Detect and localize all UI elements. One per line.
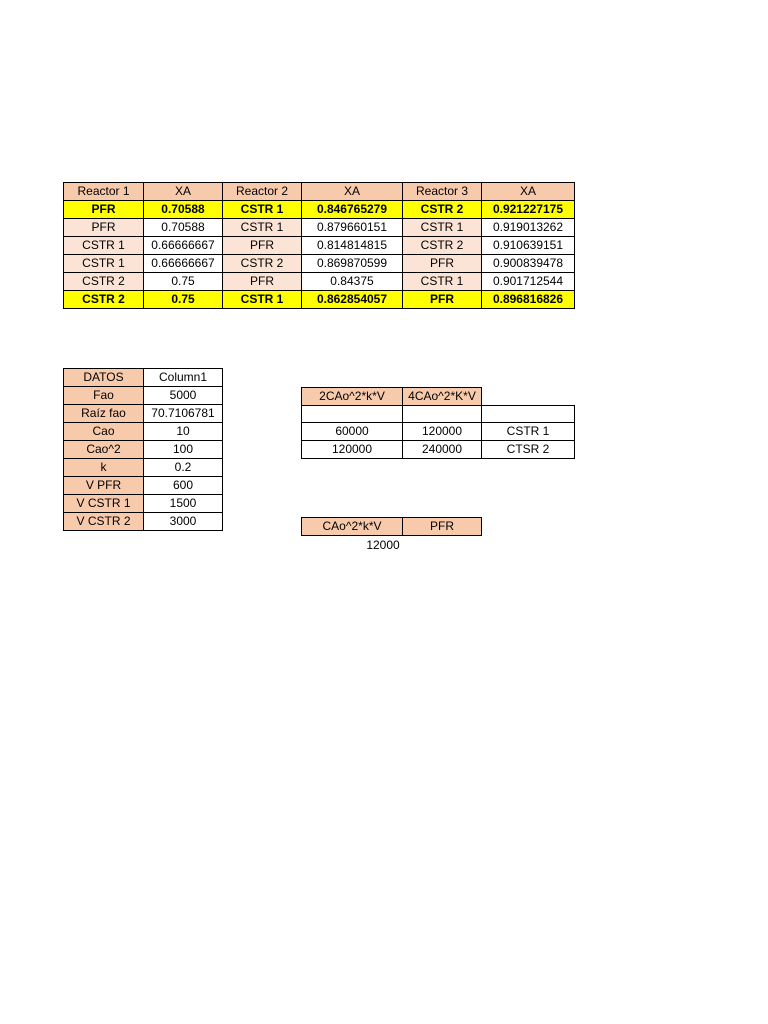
datos-table-body: [64, 369, 223, 531]
reactor-2-cell[interactable]: CSTR 2: [223, 255, 302, 273]
pfr-header-pfr[interactable]: PFR: [403, 518, 482, 536]
reactor-3-cell[interactable]: CSTR 1: [403, 273, 482, 291]
xa-1-cell[interactable]: 0.70588: [144, 219, 223, 237]
calc-header-4cao2kv[interactable]: 4CAo^2*K*V: [403, 388, 482, 406]
calc-cell[interactable]: [482, 406, 575, 423]
reactor-row-highlighted: [64, 291, 575, 309]
xa-3-cell[interactable]: 0.901712544: [482, 273, 575, 291]
datos-row: [64, 459, 223, 477]
calc-header-empty-cell[interactable]: [482, 388, 575, 406]
reactor-1-cell[interactable]: PFR: [64, 219, 144, 237]
xa-1-cell[interactable]: 0.66666667: [144, 237, 223, 255]
datos-value-cell[interactable]: 5000: [144, 387, 223, 405]
reactor-1-cell[interactable]: CSTR 2: [64, 273, 144, 291]
calc-cell[interactable]: CTSR 2: [482, 441, 575, 459]
datos-row: [64, 405, 223, 423]
datos-row: [64, 423, 223, 441]
xa-1-cell[interactable]: 0.75: [144, 291, 223, 309]
datos-row: [64, 495, 223, 513]
datos-header-row: [64, 369, 223, 387]
xa-3-cell[interactable]: 0.921227175: [482, 201, 575, 219]
reactor-1-cell[interactable]: CSTR 1: [64, 237, 144, 255]
xa-2-cell[interactable]: 0.84375: [302, 273, 403, 291]
datos-label-cell[interactable]: V CSTR 2: [64, 513, 144, 531]
pfr-table-body: [302, 518, 482, 536]
datos-row: [64, 477, 223, 495]
xa-3-cell[interactable]: 0.900839478: [482, 255, 575, 273]
datos-value-cell[interactable]: 3000: [144, 513, 223, 531]
calc-cell[interactable]: 120000: [403, 423, 482, 441]
datos-label-cell[interactable]: Raíz fao: [64, 405, 144, 423]
reactor-comparison-table: [63, 182, 575, 309]
xa-2-cell[interactable]: 0.869870599: [302, 255, 403, 273]
datos-label-cell[interactable]: Fao: [64, 387, 144, 405]
calc-table: [301, 387, 575, 459]
datos-table: [63, 368, 223, 531]
calc-cell[interactable]: 120000: [302, 441, 403, 459]
header-cell-xa-3[interactable]: XA: [482, 183, 575, 201]
datos-value-cell[interactable]: 10: [144, 423, 223, 441]
datos-value-cell[interactable]: 100: [144, 441, 223, 459]
datos-label-cell[interactable]: k: [64, 459, 144, 477]
pfr-header-cao2kv[interactable]: CAo^2*k*V: [302, 518, 403, 536]
column1-header-cell[interactable]: Column1: [144, 369, 223, 387]
datos-value-cell[interactable]: 1500: [144, 495, 223, 513]
xa-1-cell[interactable]: 0.70588: [144, 201, 223, 219]
reactor-row: [64, 237, 575, 255]
calc-header-2cao2kv[interactable]: 2CAo^2*k*V: [302, 388, 403, 406]
reactor-2-cell[interactable]: PFR: [223, 273, 302, 291]
datos-label-cell[interactable]: V CSTR 1: [64, 495, 144, 513]
header-cell-reactor-1[interactable]: Reactor 1: [64, 183, 144, 201]
reactor-2-cell[interactable]: CSTR 1: [223, 219, 302, 237]
reactor-row: [64, 255, 575, 273]
xa-2-cell[interactable]: 0.862854057: [302, 291, 403, 309]
calc-cell[interactable]: CSTR 1: [482, 423, 575, 441]
reactor-row-highlighted: [64, 201, 575, 219]
reactor-table-body: [64, 183, 575, 309]
calc-row: [302, 441, 575, 459]
reactor-header-row: [64, 183, 575, 201]
pfr-value-cell[interactable]: 12000: [366, 538, 400, 552]
calc-blank-row: [302, 406, 575, 423]
xa-2-cell[interactable]: 0.879660151: [302, 219, 403, 237]
datos-label-cell[interactable]: Cao: [64, 423, 144, 441]
reactor-2-cell[interactable]: CSTR 1: [223, 291, 302, 309]
pfr-header-row: [302, 518, 482, 536]
reactor-3-cell[interactable]: PFR: [403, 255, 482, 273]
reactor-2-cell[interactable]: CSTR 1: [223, 201, 302, 219]
reactor-1-cell[interactable]: PFR: [64, 201, 144, 219]
xa-3-cell[interactable]: 0.910639151: [482, 237, 575, 255]
reactor-row: [64, 273, 575, 291]
reactor-3-cell[interactable]: CSTR 2: [403, 237, 482, 255]
pfr-table: [301, 517, 482, 536]
calc-row: [302, 423, 575, 441]
reactor-3-cell[interactable]: CSTR 2: [403, 201, 482, 219]
datos-value-cell[interactable]: 70.7106781: [144, 405, 223, 423]
datos-header-cell[interactable]: DATOS: [64, 369, 144, 387]
datos-row: [64, 441, 223, 459]
calc-cell[interactable]: [302, 406, 403, 423]
header-cell-reactor-3[interactable]: Reactor 3: [403, 183, 482, 201]
reactor-1-cell[interactable]: CSTR 1: [64, 255, 144, 273]
xa-3-cell[interactable]: 0.919013262: [482, 219, 575, 237]
reactor-3-cell[interactable]: PFR: [403, 291, 482, 309]
xa-2-cell[interactable]: 0.814814815: [302, 237, 403, 255]
reactor-row: [64, 219, 575, 237]
calc-cell[interactable]: 60000: [302, 423, 403, 441]
xa-1-cell[interactable]: 0.66666667: [144, 255, 223, 273]
reactor-1-cell[interactable]: CSTR 2: [64, 291, 144, 309]
xa-3-cell[interactable]: 0.896816826: [482, 291, 575, 309]
datos-row: [64, 387, 223, 405]
xa-1-cell[interactable]: 0.75: [144, 273, 223, 291]
datos-row: [64, 513, 223, 531]
datos-label-cell[interactable]: V PFR: [64, 477, 144, 495]
datos-label-cell[interactable]: Cao^2: [64, 441, 144, 459]
datos-value-cell[interactable]: 0.2: [144, 459, 223, 477]
xa-2-cell[interactable]: 0.846765279: [302, 201, 403, 219]
calc-table-body: [302, 388, 575, 459]
header-cell-xa-1[interactable]: XA: [144, 183, 223, 201]
calc-header-row: [302, 388, 575, 406]
header-cell-xa-2[interactable]: XA: [302, 183, 403, 201]
datos-value-cell[interactable]: 600: [144, 477, 223, 495]
calc-cell[interactable]: [403, 406, 482, 423]
reactor-2-cell[interactable]: PFR: [223, 237, 302, 255]
calc-cell[interactable]: 240000: [403, 441, 482, 459]
header-cell-reactor-2[interactable]: Reactor 2: [223, 183, 302, 201]
reactor-3-cell[interactable]: CSTR 1: [403, 219, 482, 237]
